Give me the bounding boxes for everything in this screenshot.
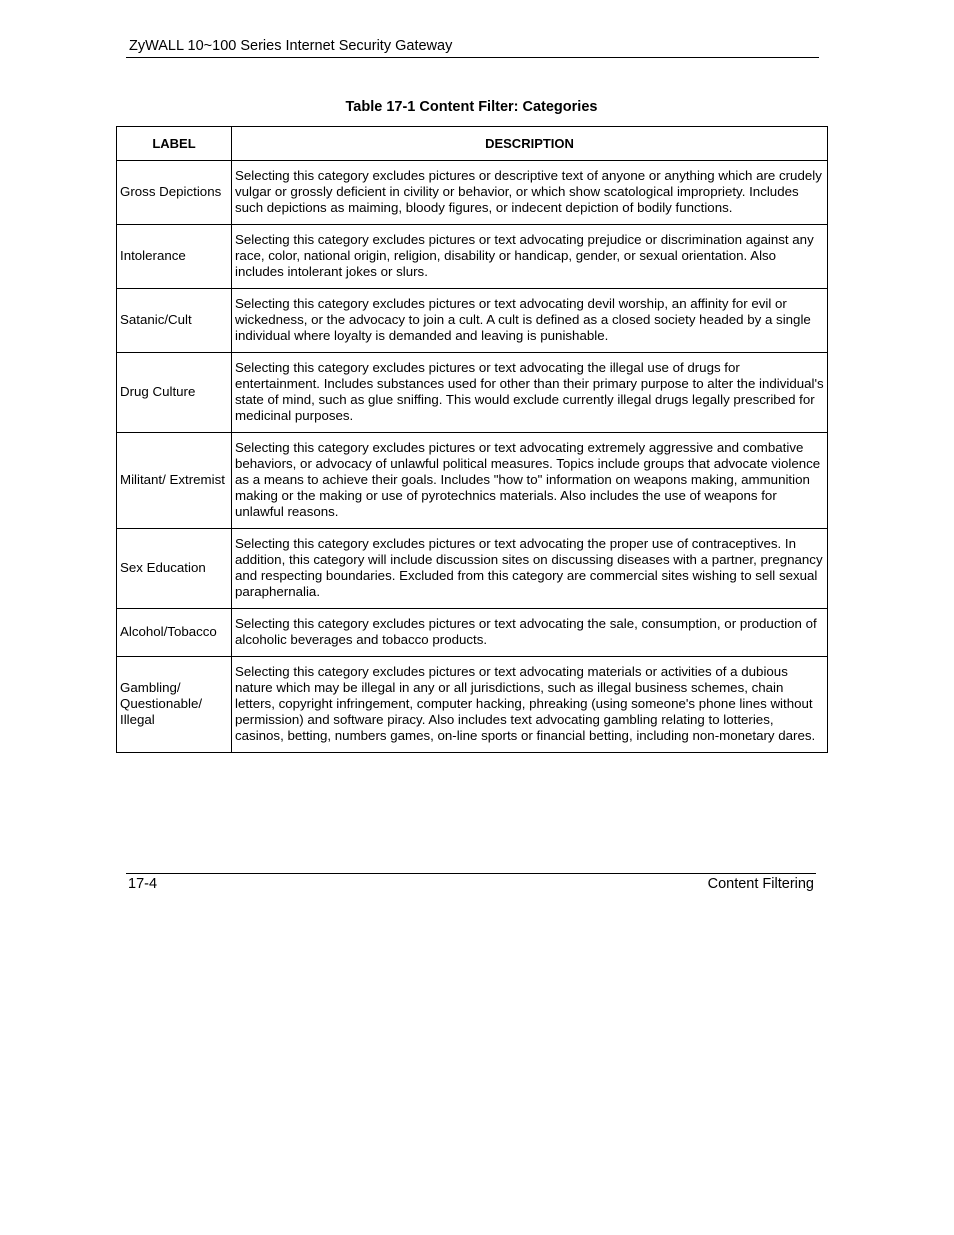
category-label: Alcohol/Tobacco [117,609,232,657]
footer-section-title: Content Filtering [707,876,814,892]
category-description: Selecting this category excludes pictures or descriptive text of anyone or anything which are crudely vulgar or grossly deficient in civility or behavior, or which show scatological impropriety. Includes such depictions as maiming, bloody figures, or indecent depiction of bodily functions. [232,161,828,225]
table-caption: Table 17-1 Content Filter: Categories [345,99,598,115]
category-description: Selecting this category excludes pictures or text advocating the proper use of contraceptives. In addition, this category will include discussion sites on discussing diseases with a partner, pregnancy and respecting boundaries. Excluded from this category are commercial sites wishing to sell sexual paraphernalia. [232,529,828,609]
footer-divider [126,873,816,874]
table-row [117,657,828,753]
category-label: Drug Culture [117,353,232,433]
category-description: Selecting this category excludes pictures or text advocating prejudice or discrimination against any race, color, national origin, religion, disability or handicap, gender, or sexual orientation. Also includes intolerant jokes or slurs. [232,225,828,289]
table-row [117,529,828,609]
page-number: 17-4 [128,876,158,892]
category-description: Selecting this category excludes pictures or text advocating devil worship, an affinity for evil or wickedness, or the advocacy to join a cult. A cult is defined as a closed society headed by a single individual where loyalty is demanded and leaving is punishable. [232,289,828,353]
table-row [117,433,828,529]
column-header-label: LABEL [117,127,232,161]
categories-table [116,126,828,753]
category-label: Gambling/ Questionable/ Illegal [117,657,232,753]
column-header-description: DESCRIPTION [232,127,828,161]
table-row [117,353,828,433]
category-description: Selecting this category excludes pictures or text advocating the illegal use of drugs for entertainment. Includes substances used for other than their primary purpose to alter the individual's state of mind, such as glue sniffing. This would exclude currently illegal drugs legally prescribed for medicinal purposes. [232,353,828,433]
table-row [117,225,828,289]
category-description: Selecting this category excludes pictures or text advocating the sale, consumption, or production of alcoholic beverages and tobacco products. [232,609,828,657]
category-label: Intolerance [117,225,232,289]
category-label: Gross Depictions [117,161,232,225]
table-header-row [117,127,828,161]
category-description: Selecting this category excludes pictures or text advocating extremely aggressive and combative behaviors, or advocacy of unlawful political measures. Topics include groups that advocate violence as a means to achieve their goals. Includes "how to" information on weapons making, ammunition making or the making or use of pyrotechnics materials. Also includes the use of weapons for unlawful reasons. [232,433,828,529]
category-label: Satanic/Cult [117,289,232,353]
header-divider [126,57,819,58]
table-row [117,161,828,225]
table-row [117,609,828,657]
table-row [117,289,828,353]
running-header-title: ZyWALL 10~100 Series Internet Security Gateway [129,38,453,54]
category-label: Sex Education [117,529,232,609]
category-description: Selecting this category excludes pictures or text advocating materials or activities of a dubious nature which may be illegal in any or all jurisdictions, such as illegal business schemes, chain letters, copyright infringement, computer hacking, phreaking (using someone's phone lines without permission) and software piracy. Also includes text advocating gambling relating to lotteries, casinos, betting, numbers games, on-line sports or financial betting, including non-monetary dares. [232,657,828,753]
category-label: Militant/ Extremist [117,433,232,529]
